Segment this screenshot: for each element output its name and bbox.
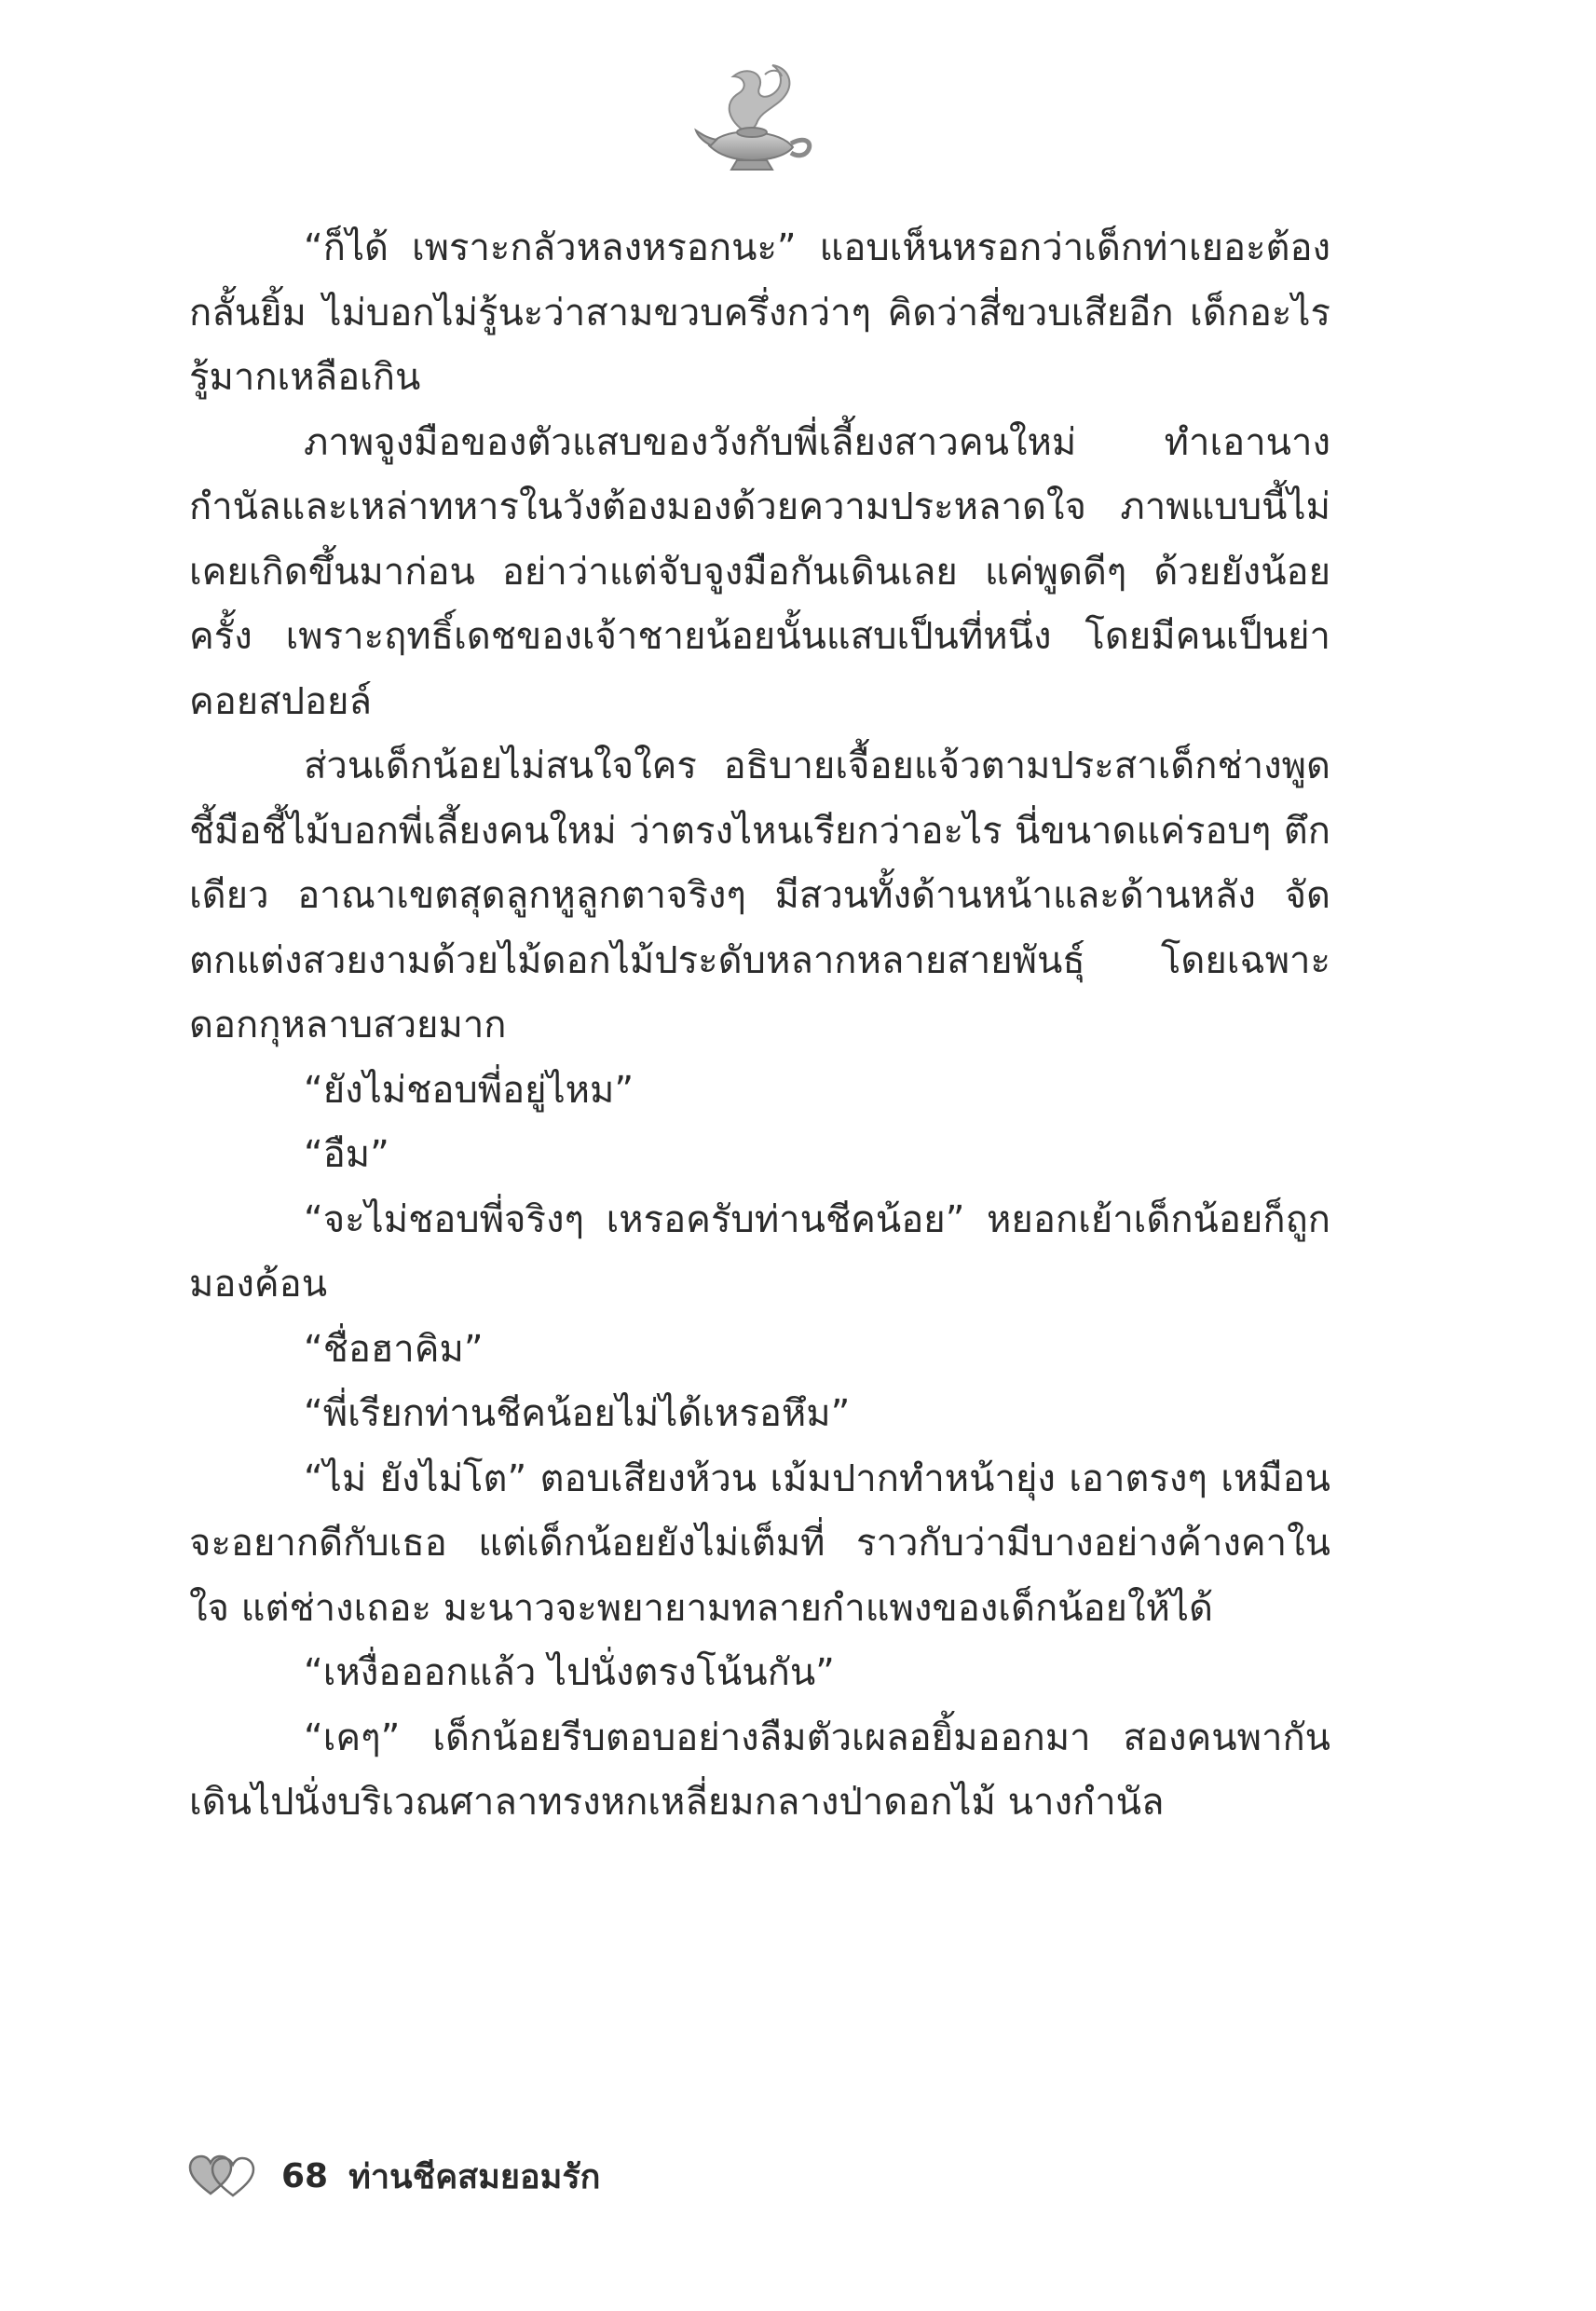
paragraph: “เคๆ” เด็กน้อยรีบตอบอย่างลืมตัวเผลอยิ้มออกมา สองคนพากันเดินไปนั่งบริเวณศาลาทรงหกเหลี่ยมกลางป่าดอกไม้ นางกำนัล (189, 1716, 1330, 1824)
paragraph: “จะไม่ชอบพี่จริงๆ เหรอครับท่านชีคน้อย” หยอกเย้าเด็กน้อยก็ถูกมองค้อน (189, 1197, 1330, 1306)
paragraph: “พี่เรียกท่านชีคน้อยไม่ได้เหรอหึม” (304, 1392, 851, 1435)
paragraph: ภาพจูงมือของตัวแสบของวังกับพี่เลี้ยงสาวคนใหม่ ทำเอานางกำนัลและเหล่าทหารในวังต้องมองด้วยความประหลาดใจ ภาพแบบนี้ไม่เคยเกิดขึ้นมาก่อน อย่าว่าแต่จับจูงมือกันเดินเลย แค่พูดดีๆ ด้วยยังน้อยครั้ง เพราะฤทธิ์เดชของเจ้าชายน้อยนั้นแสบเป็นที่หนึ่ง โดยมีคนเป็นย่าคอยสปอยล์ (189, 420, 1330, 723)
paragraph: “เหงื่อออกแล้ว ไปนั่งตรงโน้นกัน” (304, 1651, 835, 1694)
book-title: ท่านชีคสมยอมรัก (348, 2157, 601, 2196)
paragraph: “ชื่อฮาคิม” (304, 1327, 484, 1371)
paragraph: “ไม่ ยังไม่โต” ตอบเสียงห้วน เม้มปากทำหน้ายุ่ง เอาตรงๆ เหมือนจะอยากดีกับเธอ แต่เด็กน้อยยังไม่เต็มที่ ราวกับว่ามีบางอย่างค้างคาในใจ แต่ช่างเถอะ มะนาวจะพยายามทลายกำแพงของเด็กน้อยให้ได้ (189, 1456, 1330, 1630)
paragraph: “ก็ได้ เพราะกลัวหลงหรอกนะ” แอบเห็นหรอกว่าเด็กท่าเยอะต้องกลั้นยิ้ม ไม่บอกไม่รู้นะว่าสามขวบครึ่งกว่าๆ คิดว่าสี่ขวบเสียอีก เด็กอะไรรู้มากเหลือเกิน (189, 226, 1330, 399)
page-number: 68 (281, 2156, 329, 2195)
paragraph: “ยังไม่ชอบพี่อยู่ไหม” (304, 1068, 634, 1112)
paragraph: “อืม” (304, 1133, 389, 1176)
page-footer (186, 2148, 600, 2204)
hearts-icon (186, 2153, 261, 2199)
paragraph: ส่วนเด็กน้อยไม่สนใจใคร อธิบายเจื้อยแจ้วตามประสาเด็กช่างพูด ชี้มือชี้ไม้บอกพี่เลี้ยงคนใหม่ ว่าตรงไหนเรียกว่าอะไร นี่ขนาดแค่รอบๆ ตึกเดียว อาณาเขตสุดลูกหูลูกตาจริงๆ มีสวนทั้งด้านหน้าและด้านหลัง จัดตกแต่งสวยงามด้วยไม้ดอกไม้ประดับหลากหลายสายพันธุ์ โดยเฉพาะดอกกุหลาบสวยมาก (189, 745, 1330, 1046)
genie-lamp-icon (690, 56, 821, 177)
chapter-body (189, 216, 1330, 1836)
